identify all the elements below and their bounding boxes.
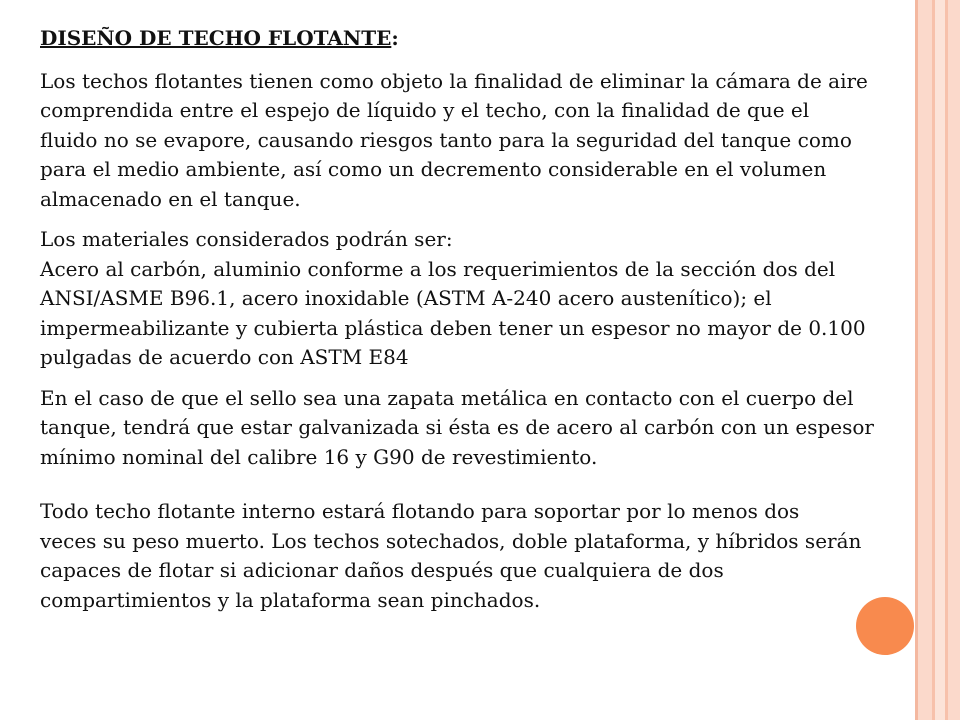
paragraph-line: fluido no se evapore, causando riesgos tanto para la seguridad del tanque como	[40, 127, 852, 152]
paragraph-line: Los techos flotantes tienen como objeto la finalidad de eliminar la cámara de aire	[40, 68, 868, 93]
paragraph-line: comprendida entre el espejo de líquido y el techo, con la finalidad de que el	[40, 98, 810, 122]
accent-circle-icon	[856, 597, 914, 655]
paragraph-line: En el caso de que el sello sea una zapata metálica en contacto con el cuerpo del	[40, 385, 854, 410]
decorative-stripe	[935, 0, 945, 720]
paragraph-line: ANSI/ASME B96.1, acero inoxidable (ASTM A-240 acero austenítico); el	[40, 286, 772, 310]
paragraph-line: impermeabilizante y cubierta plástica deben tener un espesor no mayor de 0.100	[40, 315, 866, 340]
paragraph-line: mínimo nominal del calibre 16 y G90 de revestimiento.	[40, 444, 598, 469]
paragraph-line: veces su peso muerto. Los techos sotechados, doble plataforma, y híbridos serán	[40, 528, 862, 553]
decorative-stripe	[948, 0, 960, 720]
heading-title: DISEÑO DE TECHO FLOTANTE	[40, 26, 392, 50]
paragraph-line: pulgadas de acuerdo con ASTM E84	[40, 345, 409, 369]
paragraph-line: Acero al carbón, aluminio conforme a los requerimientos de la sección dos del	[40, 256, 836, 281]
paragraph-line: compartimientos y la plataforma sean pinchados.	[40, 587, 541, 612]
decorative-stripe	[918, 0, 932, 720]
heading-suffix: :	[391, 26, 399, 50]
paragraph-flotation	[40, 497, 880, 615]
paragraph-line: capaces de flotar si adicionar daños después que cualquiera de dos	[40, 558, 724, 582]
paragraph-line: Todo techo flotante interno estará flotando para soportar por lo menos dos	[40, 499, 800, 523]
paragraph-line: tanque, tendrá que estar galvanizada si ésta es de acero al carbón con un espesor	[40, 415, 874, 439]
paragraph-seal	[40, 384, 880, 473]
slide-content	[40, 24, 880, 626]
paragraph-line: para el medio ambiente, así como un decremento considerable en el volumen	[40, 157, 827, 181]
paragraph-objective	[40, 67, 880, 215]
paragraph-line: almacenado en el tanque.	[40, 186, 301, 211]
slide-heading	[40, 24, 880, 54]
paragraph-line: Los materiales considerados podrán ser:	[40, 227, 453, 251]
paragraph-materials	[40, 225, 880, 373]
